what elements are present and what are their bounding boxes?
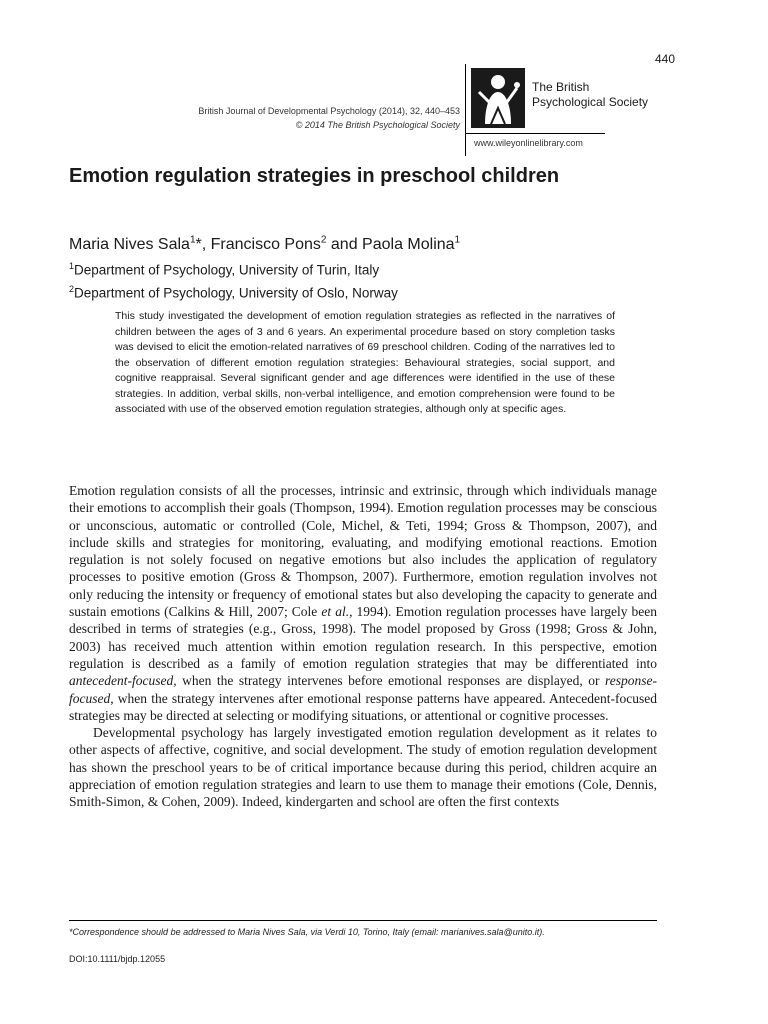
journal-citation: British Journal of Developmental Psychology (2014), 32, 440–453	[198, 106, 460, 116]
body-text-run: , when the strategy intervenes after emotional response patterns have appeared. Antecedent-focused strategies may be directed at selecting or modifying situations, or attentional or cognitive processes.	[69, 690, 657, 723]
author-separator: ,	[201, 236, 211, 254]
page-number: 440	[654, 52, 675, 66]
publisher-name-line2: Psychological Society	[532, 95, 649, 109]
body-paragraph-2: Developmental psychology has largely investigated emotion regulation development as it relates to other aspects of affective, cognitive, and social development. The study of emotion regulation development has shown the preschool years to be of critical importance because during this period, children acquire an appreciation of emotion regulation strategies and learn to use them to manage their emotions (Cole, Dennis, Smith-Simon, & Cohen, 2009). Indeed, kindergarten and school are often the first contexts	[69, 725, 657, 810]
header-divider-vertical	[465, 64, 466, 156]
article-title: Emotion regulation strategies in preschool children	[69, 165, 560, 187]
publisher-name	[532, 80, 648, 110]
footnote-divider	[69, 920, 657, 921]
bps-logo-icon	[471, 68, 525, 128]
doi: DOI:10.1111/bjdp.12055	[69, 954, 166, 964]
author-name	[69, 236, 211, 253]
header-divider-horizontal	[465, 133, 605, 134]
correspondence-footnote: *Correspondence should be addressed to Maria Nives Sala, via Verdi 10, Torino, Italy (email: marianives.sala@unito.it).	[69, 927, 545, 937]
journal-info	[198, 104, 460, 132]
publisher-website-link[interactable]: www.wileyonlinelibrary.com	[474, 138, 583, 148]
body-term-antecedent: antecedent-focused,	[69, 673, 177, 689]
affiliation	[69, 280, 398, 303]
body-text-italic: et al.	[321, 604, 350, 620]
author-separator: and	[326, 236, 363, 254]
body-paragraph-1	[69, 482, 657, 724]
author-list	[69, 231, 460, 255]
affiliation-list	[69, 257, 398, 302]
affiliation	[69, 257, 398, 280]
author-affiliation-mark: 2	[320, 235, 327, 246]
affiliation-number: 1	[69, 261, 75, 271]
body-term-response: response-focused	[69, 673, 657, 706]
author-name	[211, 236, 362, 253]
author-name-text: Francisco Pons	[210, 236, 321, 254]
abstract: This study investigated the development of emotion regulation strategies as reflected in the narratives of children between the ages of 3 and 6 years. An experimental procedure based on story completion tasks was devised to elicit the emotion-related narratives of 69 preschool children. Coding of the narratives led to the observation of different emotion regulation strategies: Behavioural strategies, social support, and cognitive reappraisal. Several significant gender and age differences were identified in the use of these strategies. In addition, verbal skills, non-verbal intelligence, and emotion comprehension were found to be associated with use of the observed emotion regulation strategies, although only at specific ages.	[115, 310, 615, 415]
affiliation-text: Department of Psychology, University of Turin, Italy	[74, 262, 380, 278]
author-name	[362, 236, 460, 253]
article-body	[69, 482, 657, 811]
author-name-text: Maria Nives Sala	[69, 236, 190, 254]
corresponding-author-mark: *	[195, 236, 202, 254]
author-affiliation-mark: 1	[454, 235, 461, 246]
affiliation-number: 2	[69, 283, 75, 294]
affiliation-text: Department of Psychology, University of Oslo, Norway	[74, 285, 398, 300]
body-text-run: when the strategy intervenes before emotional responses are displayed, or	[176, 673, 605, 689]
author-name-text: Paola Molina	[362, 236, 455, 254]
publisher-name-line1: The British	[532, 80, 590, 94]
journal-copyright: © 2014 The British Psychological Society	[295, 120, 460, 130]
body-text-run: Emotion regulation consists of all the processes, intrinsic and extrinsic, through which individuals manage their emotions to accomplish their goals (Thompson, 1994). Emotion regulation processes may be conscious or unconscious, automatic or controlled (Cole, Michel, & Teti, 1994; Gross & Thompson, 2007), and include skills and strategies for monitoring, evaluating, and modifying emotional reactions. Emotion regulation is not solely focused on negative emotions but also includes the application of regulatory processes to positive emotion (Gross & Thompson, 2007). Furthermore, emotion regulation involves not only reducing the intensity or frequency of emotional states but also developing the capacity to generate and sustain emotions (Calkins & Hill, 2007; Cole	[69, 483, 657, 620]
body-text-run: , 1994). Emotion regulation processes have largely been described in terms of strategies (e.g., Gross, 1998). The model proposed by Gross (1998; Gross & John, 2003) has received much attention within emotion regulation research. In this perspective, emotion regulation is described as a family of emotion regulation strategies that may be differentiated into	[69, 604, 657, 671]
author-affiliation-mark: 1	[189, 235, 196, 246]
